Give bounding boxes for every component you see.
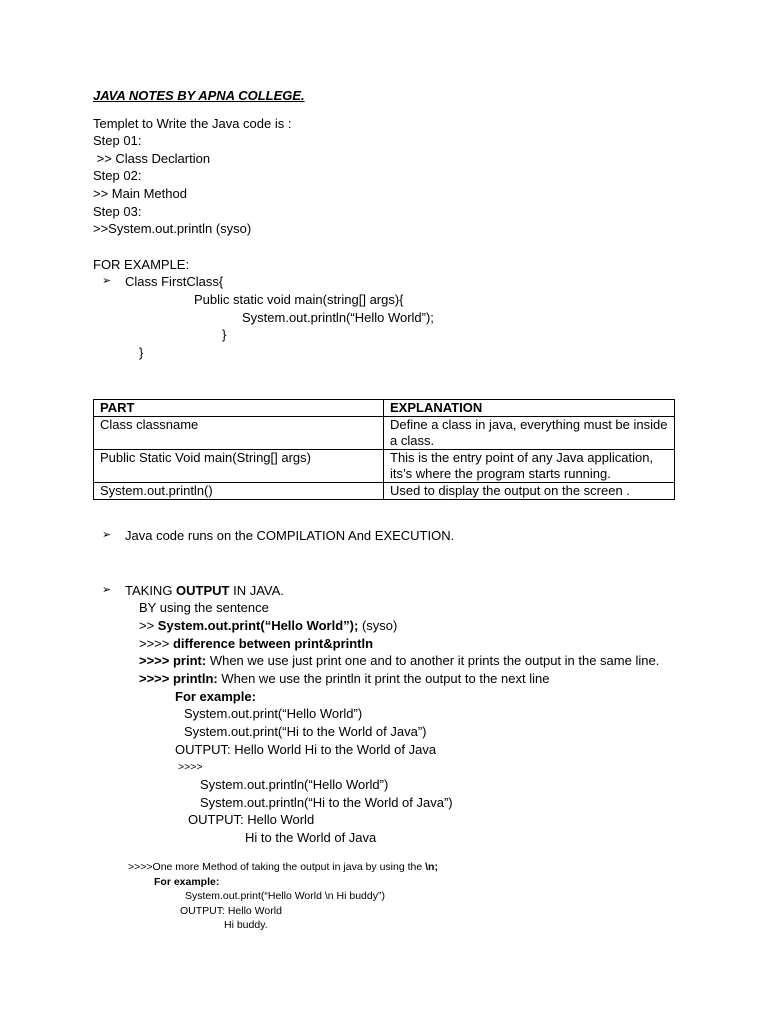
example2-code-line2: System.out.println(“Hi to the World of Java”): [200, 795, 453, 810]
newline-output: OUTPUT: Hello World: [180, 905, 282, 917]
by-using-text: BY using the sentence: [139, 600, 269, 615]
code-line-class: Class FirstClass{: [125, 274, 224, 289]
syso-prefix: >>: [139, 618, 158, 633]
page-title: JAVA NOTES BY APNA COLLEGE.: [93, 88, 305, 103]
table-cell-part: Class classname: [94, 417, 384, 450]
step-02-label: Step 02:: [93, 168, 142, 183]
print-text: When we use just print one and to another it prints the output in the same line.: [206, 653, 660, 668]
table-row: [94, 417, 675, 450]
example2-code-line1: System.out.println(“Hello World”): [200, 777, 389, 792]
newline-intro: [128, 860, 438, 874]
example1-code-line1: System.out.print(“Hello World”): [184, 706, 363, 721]
example-heading: FOR EXAMPLE:: [93, 257, 190, 272]
step-03-label: Step 03:: [93, 204, 142, 219]
runs-text: Java code runs on the COMPILATION And EXECUTION.: [125, 528, 455, 543]
parts-table: [93, 399, 675, 500]
table-header-explanation: EXPLANATION: [384, 400, 675, 417]
difference-line: [139, 635, 373, 652]
difference-text: difference between print&println: [172, 636, 374, 651]
newline-for-example: For example:: [154, 876, 220, 888]
syso-line: [139, 617, 397, 634]
difference-prefix: >>>>: [139, 636, 173, 651]
syso-code: System.out.print(“Hello World”);: [157, 618, 359, 633]
newline-escape: \n;: [425, 861, 438, 873]
output-heading-pre: TAKING: [125, 583, 177, 598]
print-explanation: [139, 652, 659, 669]
template-intro: Templet to Write the Java code is :: [93, 116, 292, 131]
example1-output: OUTPUT: Hello World Hi to the World of Java: [175, 742, 437, 757]
syso-suffix: (syso): [358, 618, 398, 633]
newline-code: System.out.print(“Hello World \n Hi buddy”): [185, 890, 385, 902]
example1-code-line2: System.out.print(“Hi to the World of Java”): [184, 724, 427, 739]
print-label: >>>> print:: [139, 653, 207, 668]
for-example-label: For example:: [175, 689, 256, 704]
code-line-close-main: }: [222, 327, 227, 342]
step-03-item: >>System.out.println (syso): [93, 221, 252, 236]
output-heading-post: IN JAVA.: [229, 583, 284, 598]
output-heading-bold: OUTPUT: [176, 583, 230, 598]
arrow-bullet-icon: ➢: [102, 584, 112, 596]
code-line-println: System.out.println(“Hello World”);: [242, 310, 434, 325]
table-header-row: [94, 400, 675, 417]
println-label: >>>> println:: [139, 671, 218, 686]
newline-output-line2: Hi buddy.: [224, 919, 268, 931]
table-cell-explanation: Used to display the output on the screen .: [384, 483, 675, 500]
output-heading: [125, 582, 284, 599]
table-cell-part: Public Static Void main(String[] args): [94, 450, 384, 483]
step-01-item: >> Class Declartion: [93, 151, 211, 166]
newline-intro-text: >>>>One more Method of taking the output in java by using the: [128, 861, 426, 873]
table-header-part: PART: [94, 400, 384, 417]
table-cell-part: System.out.println(): [94, 483, 384, 500]
table-cell-explanation: This is the entry point of any Java application, its’s where the program starts running.: [384, 450, 675, 483]
example2-output: OUTPUT: Hello World: [188, 812, 315, 827]
println-explanation: [139, 670, 549, 687]
table-cell-explanation: Define a class in java, everything must be inside a class.: [384, 417, 675, 450]
arrow-bullet-icon: ➢: [102, 275, 112, 287]
table-row: [94, 450, 675, 483]
arrows-separator: >>>>: [178, 761, 203, 773]
example2-output-line2: Hi to the World of Java: [245, 830, 377, 845]
code-line-main: Public static void main(string[] args){: [194, 292, 404, 307]
arrow-bullet-icon: ➢: [102, 529, 112, 541]
code-line-close-class: }: [139, 345, 144, 360]
println-text: When we use the println it print the output to the next line: [217, 671, 550, 686]
step-01-label: Step 01:: [93, 133, 142, 148]
step-02-item: >> Main Method: [93, 186, 187, 201]
table-row: [94, 483, 675, 500]
